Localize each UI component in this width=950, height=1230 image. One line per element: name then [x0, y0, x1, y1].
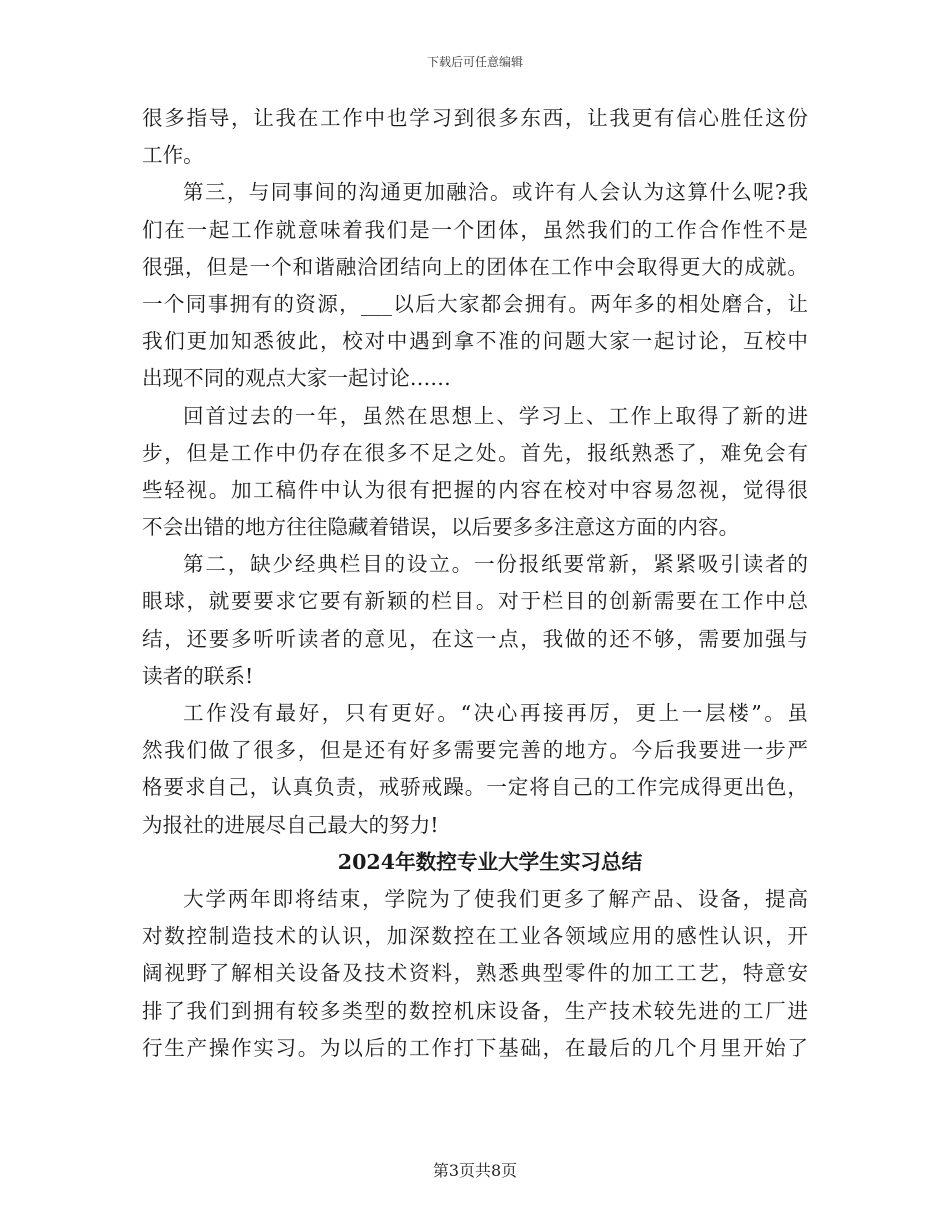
text-line: 对数控制造技术的认识，加深数控在工业各领域应用的感性认识，开 — [142, 924, 808, 949]
text-line: 阔视野了解相关设备及技术资料，熟悉典型零件的加工工艺，特意安 — [142, 961, 808, 986]
text-line: 一个同事拥有的资源，___以后大家都会拥有。两年多的相处磨合，让 — [142, 291, 808, 316]
paragraph-start: 工作没有最好，只有更好。“决心再接再厉，更上一层楼”。虽 — [183, 701, 808, 725]
section-title: 2024年数控专业大学生实习总结 — [337, 849, 643, 874]
document-body — [142, 100, 808, 1067]
text-line: 步，但是工作中仍存在很多不足之处。首先，报纸熟悉了，难免会有 — [142, 440, 808, 465]
paragraph-start: 第三，与同事间的沟通更加融洽。或许有人会认为这算什么呢?我 — [183, 180, 808, 205]
text-line: 然我们做了很多，但是还有好多需要完善的地方。今后我要进一步严 — [142, 738, 808, 763]
page-number-footer: 第3页共8页 — [432, 1161, 518, 1180]
text-line: 些轻视。加工稿件中认为很有把握的内容在校对中容易忽视，觉得很 — [142, 477, 808, 502]
text-line: 我们更加知悉彼此，校对中遇到拿不准的问题大家一起讨论，互校中 — [142, 329, 808, 354]
paragraph-start: 大学两年即将结束，学院为了使我们更多了解产品、设备，提高 — [183, 886, 808, 911]
text-line: 排了我们到拥有较多类型的数控机床设备，生产技术较先进的工厂进 — [142, 998, 808, 1023]
text-line: 很多指导，让我在工作中也学习到很多东西，让我更有信心胜任这份 — [142, 106, 808, 130]
text-line: 不会出错的地方往往隐藏着错误，以后要多多注意这方面的内容。 — [142, 515, 740, 540]
text-line: 行生产操作实习。为以后的工作打下基础，在最后的几个月里开始了 — [142, 1035, 808, 1060]
text-line: 为报社的进展尽自己最大的努力! — [142, 812, 439, 837]
text-line: 眼球，就要要求它要有新颖的栏目。对于栏目的创新需要在工作中总 — [142, 589, 808, 614]
text-line: 很强，但是一个和谐融洽团结向上的团体在工作中会取得更大的成就。 — [142, 254, 808, 279]
text-line: 们在一起工作就意味着我们是一个团体，虽然我们的工作合作性不是 — [142, 217, 808, 242]
text-line: 结，还要多听听读者的意见，在这一点，我做的还不够，需要加强与 — [142, 626, 808, 651]
page-header-note: 下载后可任意编辑 — [426, 55, 523, 69]
text-line: 出现不同的观点大家一起讨论…… — [142, 366, 451, 391]
text-line: 格要求自己，认真负责，戒骄戒躁。一定将自己的工作完成得更出色， — [142, 775, 808, 800]
text-line: 工作。 — [142, 143, 204, 168]
text-line: 读者的联系! — [142, 663, 254, 688]
paragraph-start: 第二，缺少经典栏目的设立。一份报纸要常新，紧紧吸引读者的 — [183, 552, 808, 577]
paragraph-start: 回首过去的一年，虽然在思想上、学习上、工作上取得了新的进 — [183, 403, 808, 428]
